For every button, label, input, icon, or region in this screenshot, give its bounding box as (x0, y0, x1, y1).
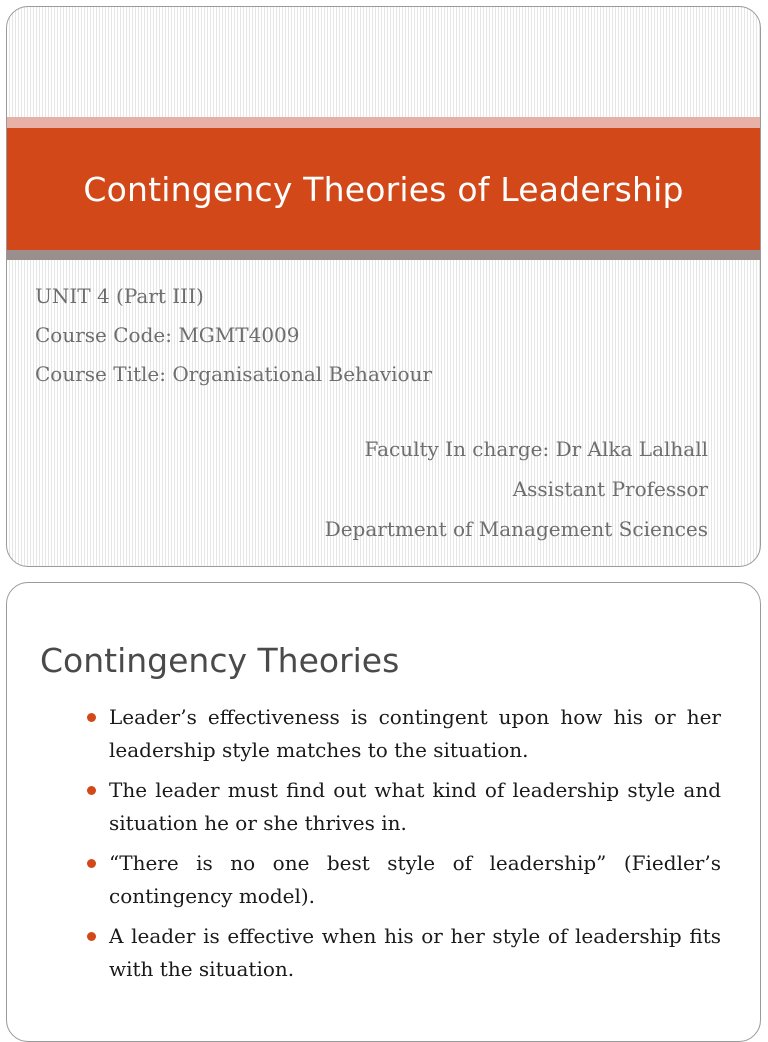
bullet-dot-icon (87, 786, 96, 795)
bullet-text: “There is no one best style of leadership” (Fiedler’s contingency model). (109, 851, 721, 908)
list-item (87, 920, 721, 986)
list-item (87, 774, 721, 840)
bullet-dot-icon (87, 932, 96, 941)
bullet-list (87, 701, 721, 993)
bullet-text: Leader’s effectiveness is contingent upon how his or her leadership style matches to the situation. (109, 705, 721, 762)
title-band (7, 128, 760, 250)
list-item (87, 847, 721, 913)
unit-label: UNIT 4 (Part III) (35, 284, 204, 308)
presentation-title: Contingency Theories of Leadership (83, 169, 684, 209)
content-slide (6, 582, 761, 1042)
faculty-name: Faculty In charge: Dr Alka Lalhall (364, 437, 708, 461)
title-band-top-stripe (7, 117, 760, 128)
bullet-dot-icon (87, 713, 96, 722)
course-info (35, 277, 432, 394)
faculty-position: Assistant Professor (512, 477, 708, 501)
faculty-department: Department of Management Sciences (324, 517, 708, 541)
bullet-text: A leader is effective when his or her style of leadership fits with the situation. (109, 924, 721, 981)
course-code: Course Code: MGMT4009 (35, 323, 300, 347)
course-title: Course Title: Organisational Behaviour (35, 362, 433, 386)
title-slide (6, 6, 761, 567)
bullet-dot-icon (87, 859, 96, 868)
bullet-text: The leader must find out what kind of leadership style and situation he or she thrives in. (109, 778, 721, 835)
title-band-bottom-stripe (7, 250, 760, 260)
slide-title: Contingency Theories (40, 641, 400, 680)
list-item (87, 701, 721, 767)
faculty-info (325, 429, 708, 549)
